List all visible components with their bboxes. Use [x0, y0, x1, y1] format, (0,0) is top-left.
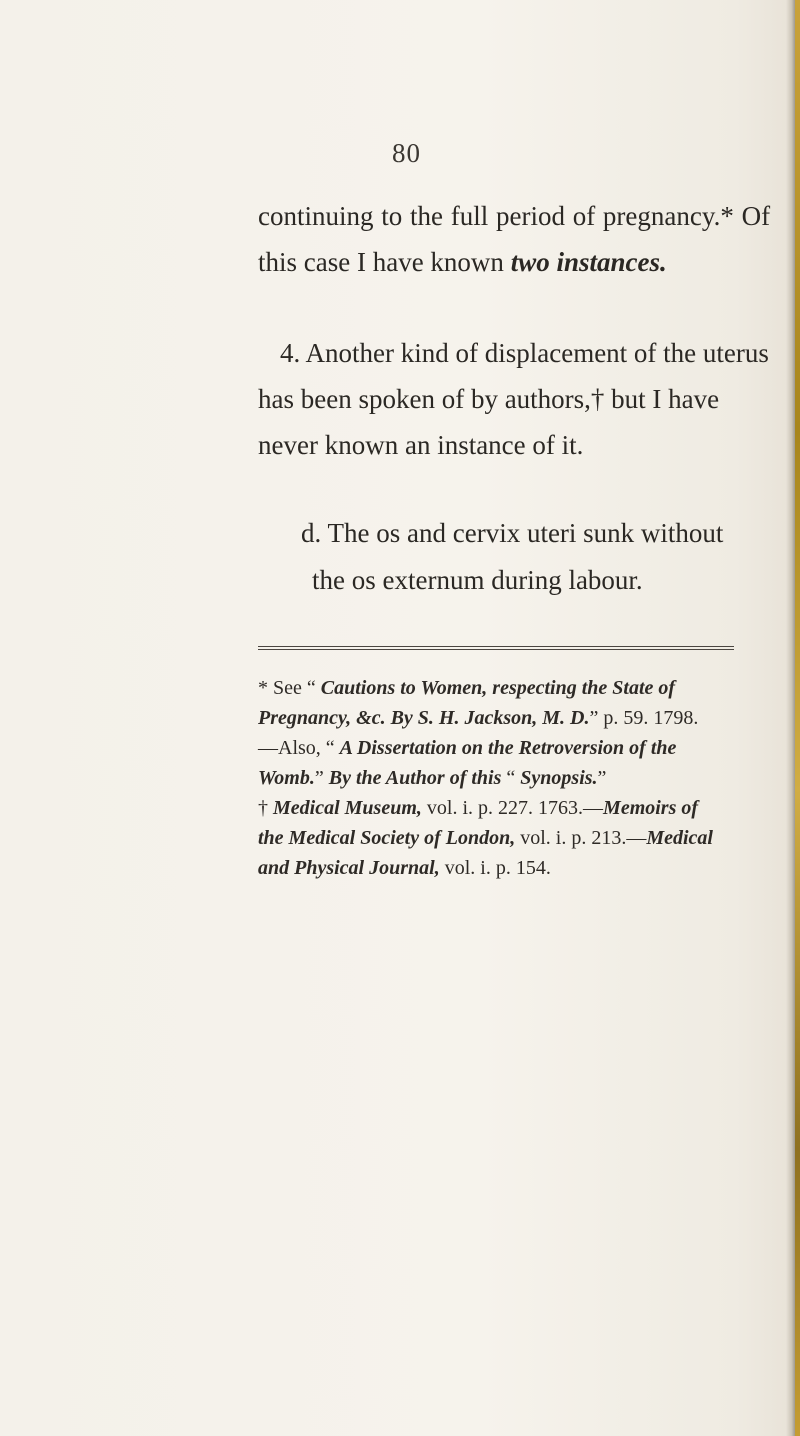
page-number: 80 — [392, 138, 421, 168]
text-run: † — [258, 797, 273, 819]
italic-text: the Medical Society of London, — [258, 827, 516, 849]
footnote-2 — [258, 793, 738, 883]
text-run: vol. i. p. 154. — [439, 857, 551, 879]
italic-text: Cautions to Women, respecting the State of — [320, 677, 676, 699]
italic-text: Pregnancy, &c. By S. H. Jackson, M. D. — [258, 707, 590, 729]
text-run: this case I have known — [258, 247, 511, 277]
italic-text: Synopsis. — [520, 767, 598, 789]
footnote-line — [258, 793, 738, 823]
italic-text: Medical — [646, 827, 713, 849]
text-run: ” — [314, 767, 329, 789]
paragraph-4 — [258, 330, 769, 468]
text-line: d. The os and cervix uteri sunk without — [301, 518, 724, 548]
italic-text: Womb. — [258, 767, 315, 789]
italic-text: and Physical Journal, — [258, 857, 440, 879]
footnote-line — [258, 673, 738, 703]
text-line: the os externum during labour. — [312, 565, 643, 595]
footnote-1 — [258, 673, 738, 793]
text-run: ” — [597, 767, 607, 789]
text-line: 4. Another kind of displacement of the uterus — [280, 338, 769, 368]
text-run: * See “ — [258, 677, 321, 699]
footnote-line — [258, 703, 738, 733]
italic-text: Memoirs of — [603, 797, 699, 819]
section-d-heading — [301, 510, 741, 604]
text-line: continuing to the full period of pregnancy.* Of — [258, 201, 771, 231]
text-line — [258, 239, 736, 285]
text-line: never known an instance of it. — [258, 430, 584, 460]
gilt-page-edge — [795, 0, 800, 1436]
footnote-divider — [258, 646, 734, 650]
paragraph-continuation — [258, 193, 771, 285]
italic-text: By the Author of this — [328, 767, 502, 789]
italic-text: Medical Museum, — [273, 797, 422, 819]
footnote-line — [258, 763, 738, 793]
footnote-line — [258, 733, 738, 763]
text-run: vol. i. p. 227. 1763.— — [421, 797, 604, 819]
text-run: ” p. 59. 1798. — [589, 707, 699, 729]
text-run: vol. i. p. 213.— — [515, 827, 647, 849]
text-run: —Also, “ — [258, 737, 340, 759]
footnote-line — [258, 823, 738, 853]
footnote-line — [258, 853, 738, 883]
italic-text: A Dissertation on the Retroversion of the — [339, 737, 677, 759]
text-line: has been spoken of by authors,† but I have — [258, 384, 720, 414]
text-run: “ — [501, 767, 521, 789]
emphasized-text: two instances. — [510, 247, 667, 277]
